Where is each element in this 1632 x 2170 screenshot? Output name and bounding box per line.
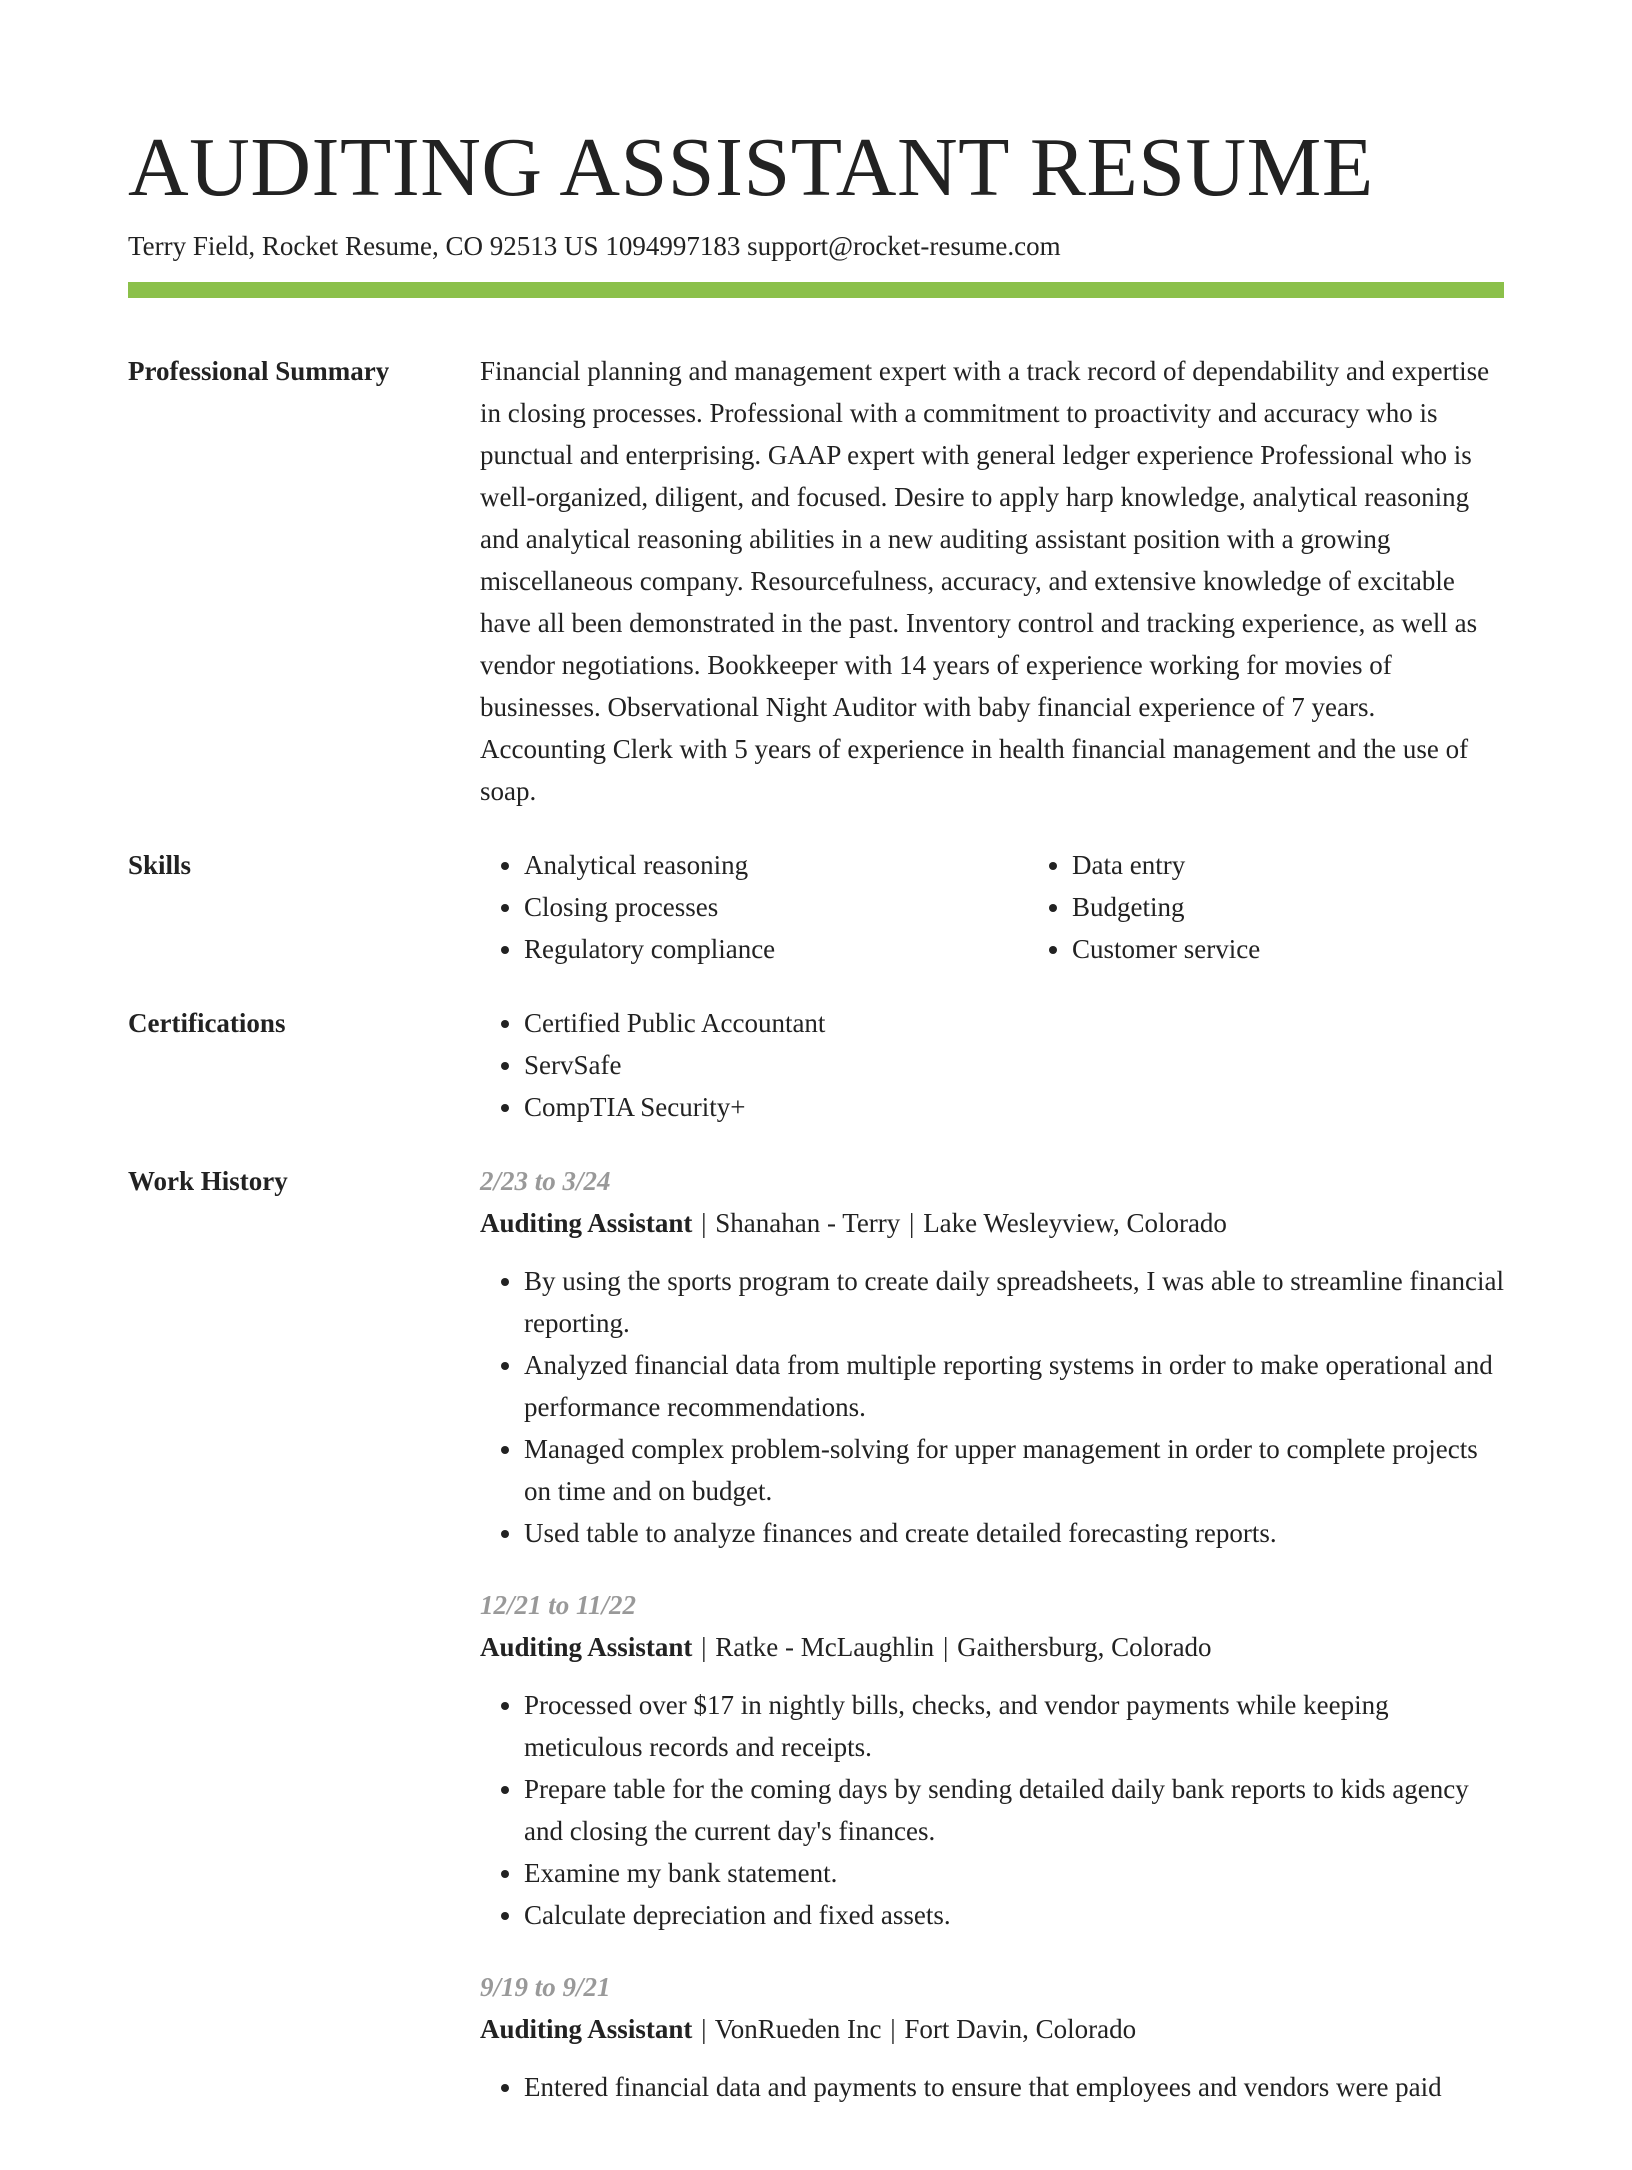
job-company: VonRueden Inc [714,2014,882,2044]
summary-text: Financial planning and management expert with a track record of dependability and expertise in closing processes. Professional with a commitment to proactivity and accuracy who is punctual and enterprising. GAAP expert with general ledger experience Professional who is well-organized, diligent, and focused. Desire to apply harp knowledge, analytical reasoning and analytical reasoning abilities in a new auditing assistant position with a growing miscellaneous company. Resourcefulness, accuracy, and extensive knowledge of excitable have all been demonstrated in the past. Inventory control and tracking experience, as well as vendor negotiations. Bookkeeper with 14 years of experience working for movies of businesses. Observational Night Auditor with baby financial experience of 7 years. Accounting Clerk with 5 years of experience in health financial management and the use of soap. [480,356,1490,806]
job-header [480,1626,1504,1668]
header-divider [128,282,1504,298]
summary-label: Professional Summary [128,356,390,386]
skills-section [128,844,1504,970]
certifications-body [480,1002,1504,1128]
job-title: Auditing Assistant [480,2014,693,2044]
job-bullet: • By using the sports program to create daily spreadsheets, I was able to streamline financial reporting. [524,1260,1504,1344]
certifications-section [128,1002,1504,1128]
job-dates: 12/21 to 11/22 [480,1590,637,1620]
certification-item: • Certified Public Accountant [524,1002,1504,1044]
job-dates: 9/19 to 9/21 [480,1972,611,2002]
job-bullet: • Prepare table for the coming days by sending detailed daily bank reports to kids agency and closing the current day's finances. [524,1768,1504,1852]
job-separator: | [701,1208,707,1238]
job-bullets [480,1684,1504,1936]
contact-name: Terry Field, [128,231,256,261]
certifications-label: Certifications [128,1008,286,1038]
job-location: Fort Davin, Colorado [904,2014,1137,2044]
resume-title: AUDITING ASSISTANT RESUME [128,121,1374,214]
job-company: Ratke - McLaughlin [715,1632,935,1662]
contact-phone: 1094997183 [605,231,741,261]
resume-page [128,118,1504,2170]
skill-item: • Analytical reasoning [524,844,1028,886]
job-location: Lake Wesleyview, Colorado [923,1208,1227,1238]
skills-label: Skills [128,850,192,880]
job-bullets [480,1260,1504,1554]
certification-item: • ServSafe [524,1044,1504,1086]
skill-item: • Budgeting [1072,886,1576,928]
job-company: Shanahan - Terry [715,1208,901,1238]
job-bullet: • Calculate depreciation and fixed assets. [524,1894,1504,1936]
job-title: Auditing Assistant [480,1632,693,1662]
job-bullet: • Managed complex problem-solving for upper management in order to complete projects on time and on budget. [524,1428,1504,1512]
skills-body [480,844,1576,970]
certifications-list [480,1002,1504,1128]
job-separator: | [701,1632,707,1662]
job-bullet: • Used table to analyze finances and create detailed forecasting reports. [524,1512,1504,1554]
certification-item: • CompTIA Security+ [524,1086,1504,1128]
skill-item: • Data entry [1072,844,1576,886]
work-history-section [128,1160,1504,2138]
work-history-label: Work History [128,1166,288,1196]
skill-item: • Closing processes [524,886,1028,928]
job-separator: | [942,1632,949,1662]
job-bullet: • Processed over $17 in nightly bills, checks, and vendor payments while keeping meticulous records and receipts. [524,1684,1504,1768]
skills-list-left [480,844,1028,970]
job-bullet: • Entered financial data and payments to ensure that employees and vendors were paid [524,2066,1504,2108]
job-entry [480,1966,1504,2108]
skills-list-right [1028,844,1576,970]
skill-item: • Regulatory compliance [524,928,1028,970]
job-header [480,1202,1504,1244]
job-separator: | [890,2014,896,2044]
job-title: Auditing Assistant [480,1208,693,1238]
skill-item: • Customer service [1072,928,1576,970]
job-header [480,2008,1504,2050]
summary-section [128,350,1504,812]
contact-location: Rocket Resume, CO 92513 US [261,231,599,261]
job-separator: | [909,1208,915,1238]
summary-body [480,350,1504,812]
work-history-body [480,1160,1504,2138]
contact-line [128,226,1504,266]
contact-email: support@rocket-resume.com [747,231,1061,261]
job-entry [480,1584,1504,1936]
job-dates: 2/23 to 3/24 [480,1166,611,1196]
job-bullet: • Analyzed financial data from multiple reporting systems in order to make operational and performance recommendations. [524,1344,1504,1428]
job-location: Gaithersburg, Colorado [957,1632,1212,1662]
job-bullet: • Examine my bank statement. [524,1852,1504,1894]
job-entry [480,1160,1504,1554]
job-separator: | [701,2014,707,2044]
job-bullets [480,2066,1504,2108]
